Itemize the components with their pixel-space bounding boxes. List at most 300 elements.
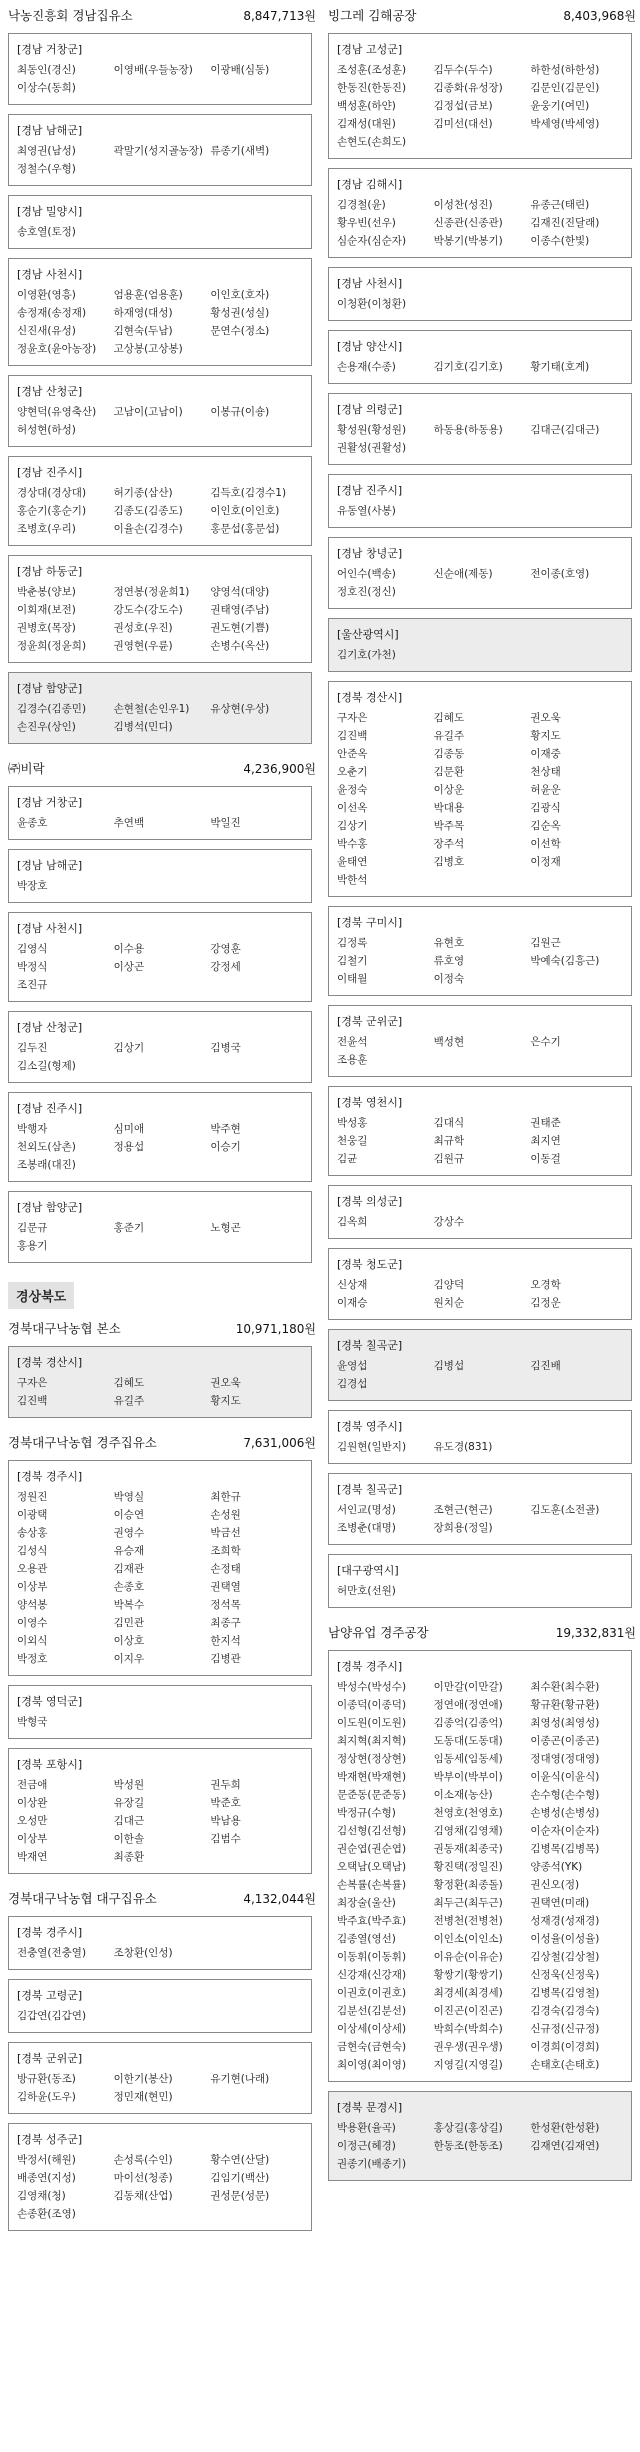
- donor-name: 김대식: [433, 1117, 465, 1129]
- donor-name: 박희수(박희수): [433, 2023, 503, 2035]
- section-title: 경상북도: [8, 1282, 74, 1309]
- donor-name: 김정운: [530, 1297, 561, 1309]
- donor-name: 유승재: [113, 1545, 145, 1557]
- donor-name: 권성문(성문): [210, 2190, 270, 2202]
- region-name: [경남 거창군]: [17, 43, 83, 56]
- region-name: [경남 하동군]: [17, 565, 83, 578]
- donor-list: [17, 1375, 303, 1408]
- donor-name: 김정섭(금보): [433, 100, 493, 112]
- donor-name: 이상완: [17, 1797, 48, 1809]
- donor-name: 이도원(이도원): [337, 1717, 407, 1729]
- donor-name: 권두희: [210, 1779, 241, 1791]
- donor-name: 이인호(호자): [210, 289, 270, 301]
- donation-amount: 8,847,713원: [243, 9, 316, 23]
- donor-list: [337, 1679, 623, 2072]
- donor-name: 고상봉(고상봉): [113, 343, 183, 355]
- region-box: [328, 1650, 632, 2082]
- donor-name: 허만호(선원): [337, 1585, 396, 1597]
- donor-name: 김문규: [17, 1222, 48, 1234]
- donor-list: [337, 1502, 623, 1535]
- donor-name: 최영성(최영성): [530, 1717, 600, 1729]
- donor-name: 홍준기: [113, 1222, 145, 1234]
- donor-name: 이선옥: [337, 802, 368, 814]
- region-box: [8, 1685, 312, 1739]
- region-box: [8, 258, 312, 366]
- donor-name: 김갑연(김갑연): [17, 2010, 87, 2022]
- donor-name: 이태월: [337, 973, 368, 985]
- donor-name: 김진배: [530, 1360, 561, 1372]
- donor-name: 김동채(산업): [113, 2190, 173, 2202]
- donor-name: 정석목: [210, 1599, 241, 1611]
- donor-name: 허성현(하성): [17, 424, 76, 436]
- donor-name: 곽말기(성지골농장): [113, 145, 203, 157]
- donor-name: 송호열(토정): [17, 226, 76, 238]
- donation-amount: 4,132,044원: [243, 1892, 316, 1906]
- region-box: [328, 537, 632, 609]
- donor-name: 이청환(이청환): [337, 298, 407, 310]
- donor-name: 권택열: [210, 1581, 241, 1593]
- donor-name: 문준동(문준동): [337, 1789, 407, 1801]
- donor-list: [337, 422, 623, 455]
- donor-name: 박행자: [17, 1123, 48, 1135]
- region-box: [8, 849, 312, 903]
- donor-list: [17, 1489, 303, 1666]
- org-header: [2, 0, 318, 28]
- donor-name: 정철수(우형): [17, 163, 76, 175]
- donation-amount: 10,971,180원: [235, 1322, 316, 1336]
- donor-name: 유기현(나래): [210, 2073, 270, 2085]
- donor-name: 권태영(주남): [210, 604, 270, 616]
- donor-name: 구자은: [17, 1377, 48, 1389]
- donor-name: 이상부: [17, 1833, 48, 1845]
- donor-name: 이정숙: [433, 973, 465, 985]
- donor-list: [337, 1358, 623, 1391]
- donor-name: 김두진: [17, 1042, 48, 1054]
- region-box: [328, 1086, 632, 1176]
- donor-name: 이만갈(이만갈): [433, 1681, 503, 1693]
- donor-name: 박대용: [433, 802, 465, 814]
- donor-name: 박용환(율곡): [337, 2122, 396, 2134]
- donor-list: [17, 404, 303, 437]
- region-name: [경북 고령군]: [17, 1989, 83, 2002]
- donor-list: [337, 503, 623, 518]
- donor-name: 이상수(동희): [17, 82, 76, 94]
- donor-name: 손진우(상인): [17, 721, 76, 733]
- donor-name: 최이영(최이영): [337, 2059, 407, 2071]
- donor-name: 이외식: [17, 1635, 48, 1647]
- region-name: [경북 경산시]: [17, 1356, 83, 1369]
- left-column: [2, 0, 318, 2240]
- donor-name: 김옥희: [337, 1216, 368, 1228]
- donor-name: 손용재(수종): [337, 361, 396, 373]
- donor-name: 황쌍기(황쌍기): [433, 1969, 503, 1981]
- donor-name: 이정재: [530, 856, 561, 868]
- donor-name: 최지연: [530, 1135, 561, 1147]
- org-name: 빙그레 김해공장: [328, 8, 417, 23]
- donor-name: 신순애(제동): [433, 568, 493, 580]
- donor-name: 한지석: [210, 1635, 241, 1647]
- donor-name: 이상곤: [113, 961, 145, 973]
- region-name: [경북 군위군]: [17, 2052, 83, 2065]
- donor-name: 김철기: [337, 955, 368, 967]
- donor-name: 이승기: [210, 1141, 241, 1153]
- donor-list: [337, 296, 623, 311]
- donor-name: 지영길(지영길): [433, 2059, 503, 2071]
- donor-list: [337, 1214, 623, 1229]
- donor-name: 유길주: [433, 730, 465, 742]
- donor-name: 이율손(김경수): [113, 523, 183, 535]
- region-name: [경북 경주시]: [17, 1926, 83, 1939]
- donor-name: 권영수: [113, 1527, 145, 1539]
- donor-name: 최영권(남성): [17, 145, 76, 157]
- donor-name: 이영환(영흥): [17, 289, 76, 301]
- donor-name: 박정규(수형): [337, 1807, 396, 1819]
- donor-name: 김대근: [113, 1815, 145, 1827]
- donor-list: [17, 2071, 303, 2104]
- region-box: [328, 330, 632, 384]
- donor-name: 김균: [337, 1153, 358, 1165]
- donor-name: 노형곤: [210, 1222, 241, 1234]
- donor-name: 성재경(성재경): [530, 1915, 600, 1927]
- donor-name: 김재진(진달래): [530, 217, 600, 229]
- donor-list: [337, 710, 623, 887]
- donor-name: 손종환(조영): [17, 2208, 76, 2220]
- donor-name: 홍순기(홍순기): [17, 505, 87, 517]
- donor-name: 김병관: [210, 1653, 241, 1665]
- donor-name: 황진택(정일진): [433, 1861, 503, 1873]
- org-name: 낙농진흥회 경남집유소: [8, 8, 133, 23]
- donor-name: 유상현(우상): [210, 703, 270, 715]
- region-box: [8, 2123, 312, 2231]
- donor-name: 권종기(배종기): [337, 2158, 407, 2170]
- donor-name: 권택연(미래): [530, 1897, 590, 1909]
- donor-name: 박한석: [337, 874, 368, 886]
- donor-name: 김경철(윤): [337, 199, 386, 211]
- donor-name: 정민재(현민): [113, 2091, 173, 2103]
- donor-name: 박춘봉(양보): [17, 586, 76, 598]
- donor-name: 신강재(신강재): [337, 1969, 407, 1981]
- donor-name: 윤정숙: [337, 784, 368, 796]
- donor-name: 심순자(심순자): [337, 235, 407, 247]
- donor-name: 김병호: [433, 856, 465, 868]
- donor-name: 이권호(이권호): [337, 1987, 407, 1999]
- donor-name: 조봉래(대진): [17, 1159, 76, 1171]
- donor-name: 김병목(김영철): [530, 1987, 600, 1999]
- donor-name: 박복수: [113, 1599, 145, 1611]
- donor-name: 장주석: [433, 838, 465, 850]
- region-name: [경북 문경시]: [337, 2101, 403, 2114]
- donor-name: 이영수: [17, 1617, 48, 1629]
- region-name: [경북 의성군]: [337, 1195, 403, 1208]
- donor-name: 김영채(청): [17, 2190, 66, 2202]
- donor-name: 오경학: [530, 1279, 561, 1291]
- donor-name: 손복률(손복률): [337, 1879, 407, 1891]
- region-name: [경남 남해군]: [17, 124, 83, 137]
- donor-name: 유동열(사봉): [337, 505, 396, 517]
- donor-name: 한동진(한동진): [337, 82, 407, 94]
- donor-name: 송정재(송정재): [17, 307, 87, 319]
- donor-name: 이광택: [17, 1509, 48, 1521]
- donor-name: 권태준: [530, 1117, 561, 1129]
- donor-name: 정대영(정대영): [530, 1753, 600, 1765]
- donor-list: [337, 62, 623, 149]
- donor-name: 조병춘(대명): [337, 1522, 396, 1534]
- donor-name: 전충열(전충열): [17, 1947, 87, 1959]
- donor-name: 이종곤(이종곤): [530, 1735, 600, 1747]
- donor-name: 이광배(심동): [210, 64, 270, 76]
- org-name: 남양유업 경주공장: [328, 1625, 429, 1640]
- donor-list: [337, 1583, 623, 1598]
- donor-list: [17, 1121, 303, 1172]
- donor-list: [337, 1115, 623, 1166]
- donor-name: 황기태(호계): [530, 361, 590, 373]
- donor-name: 박부이(박부이): [433, 1771, 503, 1783]
- donor-name: 이선학: [530, 838, 561, 850]
- region-name: [경남 진주시]: [17, 466, 83, 479]
- region-name: [경남 사천시]: [337, 277, 403, 290]
- donor-name: 김경섭: [337, 1378, 368, 1390]
- donor-name: 이상운: [433, 784, 465, 796]
- donor-name: 이한기(봉산): [113, 2073, 173, 2085]
- donor-name: 이성율(이성율): [530, 1933, 600, 1945]
- donor-name: 김혜도: [433, 712, 465, 724]
- donor-name: 박장호: [17, 880, 48, 892]
- region-box: [8, 912, 312, 1002]
- donor-name: 오용관: [17, 1563, 48, 1575]
- donor-name: 황정환(최종돌): [433, 1879, 503, 1891]
- donor-name: 손정태: [210, 1563, 241, 1575]
- donor-name: 은수기: [530, 1036, 561, 1048]
- donor-name: 손성록(수인): [113, 2154, 173, 2166]
- donor-name: 이상부: [17, 1581, 48, 1593]
- donor-name: 권영현(우륜): [113, 640, 173, 652]
- donor-name: 전금애: [17, 1779, 48, 1791]
- donor-name: 박주현: [210, 1123, 241, 1135]
- region-name: [대구광역시]: [337, 1564, 399, 1577]
- donor-list: [17, 941, 303, 992]
- region-name: [경남 창녕군]: [337, 547, 403, 560]
- donor-name: 홍문섭(홍문섭): [210, 523, 280, 535]
- donor-name: 손현도(손희도): [337, 136, 407, 148]
- donor-name: 이한솔: [113, 1833, 145, 1845]
- region-box: [328, 618, 632, 672]
- donor-name: 엄용훈(엄용훈): [113, 289, 183, 301]
- donor-name: 손태호(손태호): [530, 2059, 600, 2071]
- donor-name: 김원근: [530, 937, 561, 949]
- donor-name: 오택남(오택남): [337, 1861, 407, 1873]
- donor-name: 류종기(새벽): [210, 145, 270, 157]
- donor-list: [17, 1945, 303, 1960]
- donor-name: 이성찬(성진): [433, 199, 493, 211]
- donor-name: 박재현(박재현): [337, 1771, 407, 1783]
- donor-name: 황규환(황규환): [530, 1699, 600, 1711]
- donor-name: 임동세(임동세): [433, 1753, 503, 1765]
- donor-name: 백성훈(하얀): [337, 100, 396, 112]
- donor-name: 손병수(옥산): [210, 640, 270, 652]
- donor-name: 정윤희(정윤희): [17, 640, 87, 652]
- region-name: [경북 청도군]: [337, 1258, 403, 1271]
- donor-name: 양영석(대양): [210, 586, 270, 598]
- donor-name: 최종구: [210, 1617, 241, 1629]
- donor-name: 이영배(우들농장): [113, 64, 193, 76]
- region-box: [8, 1011, 312, 1083]
- donation-amount: 7,631,006원: [243, 1436, 316, 1450]
- donor-list: [17, 287, 303, 356]
- donor-name: 최수환(최수환): [530, 1681, 600, 1693]
- region-name: [경남 진주시]: [337, 484, 403, 497]
- donor-name: 조현근(현근): [433, 1504, 493, 1516]
- donor-name: 정원진: [17, 1491, 48, 1503]
- donor-name: 문연수(정소): [210, 325, 270, 337]
- donor-name: 강영훈: [210, 943, 241, 955]
- donor-name: 심미애: [113, 1123, 145, 1135]
- donor-name: 고남이(고남이): [113, 406, 183, 418]
- donor-name: 조희학: [210, 1545, 241, 1557]
- region-name: [경북 영덕군]: [17, 1695, 83, 1708]
- donor-name: 김상기: [113, 1042, 145, 1054]
- region-name: [경남 거창군]: [17, 796, 83, 809]
- donor-name: 도동대(도동대): [433, 1735, 503, 1747]
- donor-name: 윤영섭: [337, 1360, 368, 1372]
- org-name: 경북대구낙농협 대구집유소: [8, 1891, 157, 1906]
- donor-name: 김성식: [17, 1545, 48, 1557]
- region-box: [328, 474, 632, 528]
- donor-name: 권도현(기쁨): [210, 622, 270, 634]
- donor-name: 유길주: [113, 1395, 145, 1407]
- donor-name: 김원현(일반지): [337, 1441, 407, 1453]
- region-box: [328, 168, 632, 258]
- region-box: [8, 195, 312, 249]
- region-name: [경남 고성군]: [337, 43, 403, 56]
- donor-name: 박봉기(박봉기): [433, 235, 503, 247]
- donor-name: 오성만: [17, 1815, 48, 1827]
- donor-name: 배종연(지성): [17, 2172, 76, 2184]
- donor-name: 김재관: [113, 1563, 145, 1575]
- region-box: [8, 1916, 312, 1970]
- region-name: [경북 군위군]: [337, 1015, 403, 1028]
- region-box: [328, 1185, 632, 1239]
- donor-list: [17, 1220, 303, 1253]
- donor-name: 권동재(최종국): [433, 1843, 503, 1855]
- donor-name: 어인수(백송): [337, 568, 396, 580]
- donor-name: 김혜도: [113, 1377, 145, 1389]
- donor-list: [17, 1777, 303, 1864]
- donor-name: 조성훈(조성훈): [337, 64, 407, 76]
- donor-name: 이봉규(이숑): [210, 406, 270, 418]
- region-name: [경남 의령군]: [337, 403, 403, 416]
- org-header: [2, 1883, 318, 1911]
- donor-name: 이유순(이유순): [433, 1951, 503, 1963]
- donor-name: 유종근(태린): [530, 199, 590, 211]
- donation-amount: 19,332,831원: [555, 1626, 636, 1640]
- donor-name: 권우생(권우생): [433, 2041, 503, 2053]
- donor-name: 한동조(한동조): [433, 2140, 503, 2152]
- donor-name: 경상대(경상대): [17, 487, 87, 499]
- donor-name: 김민관: [113, 1617, 145, 1629]
- region-name: [경남 남해군]: [17, 859, 83, 872]
- donor-name: 김상기: [337, 820, 368, 832]
- region-name: [경북 경주시]: [337, 1660, 403, 1673]
- donor-name: 김소길(형제): [17, 1060, 76, 1072]
- donor-name: 서인교(명성): [337, 1504, 396, 1516]
- donor-name: 박정서(해원): [17, 2154, 76, 2166]
- donor-name: 박일진: [210, 817, 241, 829]
- donor-name: 김양덕: [433, 1279, 465, 1291]
- region-box: [8, 2042, 312, 2114]
- donor-name: 손수형(손수형): [530, 1789, 600, 1801]
- donor-name: 홍용기: [17, 1240, 48, 1252]
- region-name: [경북 영천시]: [337, 1096, 403, 1109]
- donor-name: 김병국: [210, 1042, 241, 1054]
- donor-name: 최한규: [210, 1491, 241, 1503]
- donor-name: 이재중: [530, 748, 561, 760]
- donor-name: 정윤호(윤아농장): [17, 343, 97, 355]
- donor-name: 황지도: [210, 1395, 241, 1407]
- donor-name: 이정근(헤경): [337, 2140, 396, 2152]
- donor-name: 김미선(대선): [433, 118, 493, 130]
- donor-name: 하한성(하한성): [530, 64, 600, 76]
- donor-name: 안준옥: [337, 748, 368, 760]
- donor-name: 이인소(이인소): [433, 1933, 503, 1945]
- donor-name: 손종호: [113, 1581, 145, 1593]
- donor-name: 권오욱: [530, 712, 561, 724]
- donor-name: 권순엽(권순엽): [337, 1843, 407, 1855]
- donor-name: 박정식: [17, 961, 48, 973]
- org-header: [2, 1427, 318, 1455]
- donor-name: 강도수(강도수): [113, 604, 183, 616]
- donor-name: 조병호(우리): [17, 523, 76, 535]
- donor-name: 권신오(정): [530, 1879, 580, 1891]
- donor-name: 최종환: [113, 1851, 145, 1863]
- donor-name: 김두수(두수): [433, 64, 493, 76]
- donor-name: 김종도(김종도): [113, 505, 183, 517]
- donor-name: 이인호(이인호): [210, 505, 280, 517]
- donor-name: 신종관(신종관): [433, 217, 503, 229]
- donor-name: 권병호(목장): [17, 622, 76, 634]
- region-name: [경남 진주시]: [17, 1102, 83, 1115]
- donor-name: 전병천(전병천): [433, 1915, 503, 1927]
- donor-name: 박성원: [113, 1779, 145, 1791]
- donor-name: 김득호(김경수1): [210, 487, 287, 499]
- donor-name: 황성원(황성원): [337, 424, 407, 436]
- donor-name: 김종열(영선): [337, 1933, 396, 1945]
- donor-name: 신규정(신규정): [530, 2023, 600, 2035]
- region-name: [경북 경주시]: [17, 1470, 83, 1483]
- donor-name: 이동휘(이동휘): [337, 1951, 407, 1963]
- donor-name: 최두근(최두근): [433, 1897, 503, 1909]
- donor-list: [17, 2152, 303, 2221]
- donor-name: 권오욱: [210, 1377, 241, 1389]
- region-box: [328, 1473, 632, 1545]
- donor-name: 최장술(울산): [337, 1897, 396, 1909]
- region-box: [328, 393, 632, 465]
- donor-name: 김영식: [17, 943, 48, 955]
- donor-name: 이윤식(이윤식): [530, 1771, 600, 1783]
- donor-name: 손성원: [210, 1509, 241, 1521]
- region-name: [경남 함양군]: [17, 682, 83, 695]
- donor-name: 이순자(이순자): [530, 1825, 600, 1837]
- donor-name: 전이종(호영): [530, 568, 590, 580]
- donor-list: [17, 143, 303, 176]
- donor-name: 정연봉(정윤희1): [113, 586, 190, 598]
- donor-name: 박남용: [210, 1815, 241, 1827]
- donor-name: 박주목: [433, 820, 465, 832]
- donor-list: [17, 62, 303, 95]
- donor-name: 손병성(손병성): [530, 1807, 600, 1819]
- region-box: [328, 2091, 632, 2181]
- region-box: [8, 1092, 312, 1182]
- donor-name: 박예숙(김흥근): [530, 955, 600, 967]
